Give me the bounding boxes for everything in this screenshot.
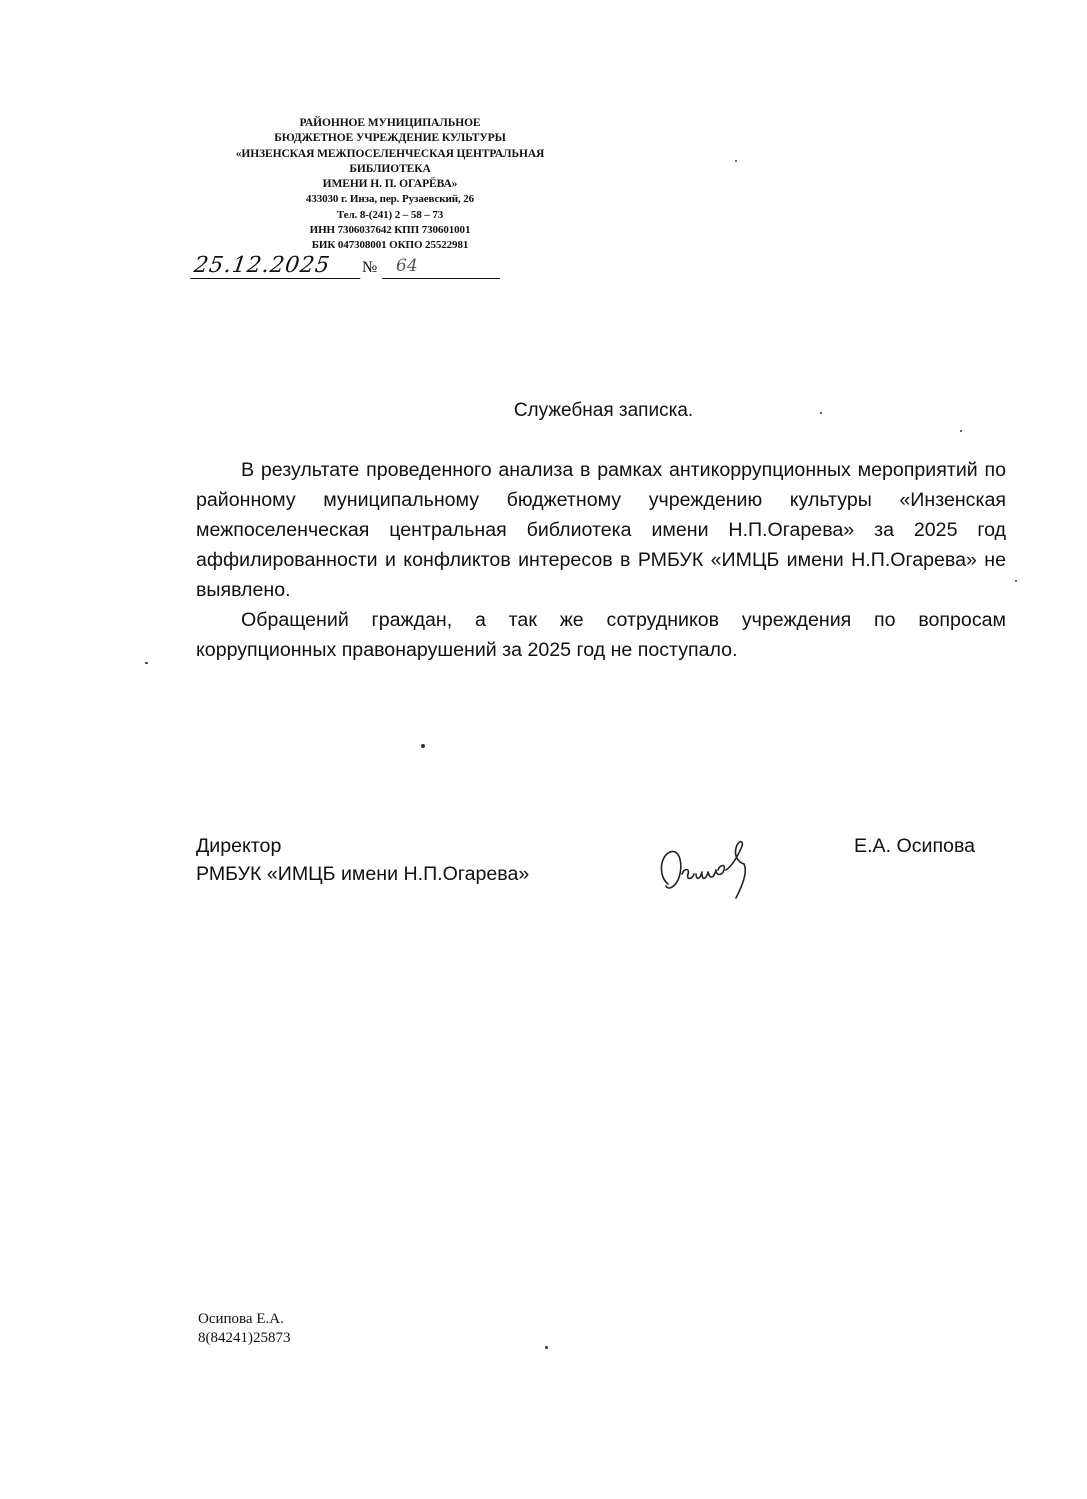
scan-speck: [1015, 580, 1017, 582]
letterhead: [190, 116, 590, 254]
executor-info: [198, 1310, 291, 1348]
signature-block: [196, 832, 1006, 902]
registration-number-label: №: [362, 259, 378, 276]
body-paragraph: Обращений граждан, а так же сотрудников учреждения по вопросам коррупционных правонарушений за 2025 год не поступало.: [196, 609, 1006, 661]
scan-speck: [960, 430, 962, 432]
letterhead-line: БЮДЖЕТНОЕ УЧРЕЖДЕНИЕ КУЛЬТУРЫ: [274, 132, 506, 145]
scan-speck: [545, 1346, 548, 1349]
letterhead-line: «ИНЗЕНСКАЯ МЕЖПОСЕЛЕНЧЕСКАЯ ЦЕНТРАЛЬНАЯ: [235, 147, 545, 160]
registration-date: 25.12.2025: [190, 254, 364, 279]
letterhead-line: БИБЛИОТЕКА: [349, 162, 431, 175]
registration-row: [192, 254, 502, 280]
handwritten-signature: [654, 836, 784, 906]
registration-number: 64: [382, 254, 500, 279]
letterhead-phone: Тел. 8-(241) 2 – 58 – 73: [336, 208, 444, 221]
letterhead-line: ИМЕНИ Н. П. ОГАРЁВА»: [322, 178, 458, 191]
executor-phone: 8(84241)25873: [198, 1330, 291, 1346]
document-title: Служебная записка.: [513, 400, 694, 421]
body-paragraph: В результате проведенного анализа в рамках антикоррупционных мероприятий по районному муниципальному бюджетному учреждению культуры «Инзенская межпоселенческая центральная библиотека имени Н.П.Огарева» за 2025 год аффилированности и конфликтов интересов в РМБУК «ИМЦБ имени Н.П.Огарева» не выявлено.: [196, 459, 1006, 601]
executor-name: Осипова Е.А.: [198, 1311, 284, 1327]
scan-speck: [820, 412, 822, 414]
document-body: [196, 455, 1006, 665]
scan-speck: [145, 662, 148, 664]
scan-speck: [735, 160, 737, 162]
scan-speck: [421, 744, 425, 748]
letterhead-inn-kpp: ИНН 7306037642 КПП 730601001: [309, 224, 471, 237]
signer-name: Е.А. Осипова: [854, 835, 976, 857]
signer-position: Директор: [196, 835, 282, 857]
letterhead-address: 433030 г. Инза, пер. Рузаевский, 26: [305, 193, 475, 206]
letterhead-line: РАЙОННОЕ МУНИЦИПАЛЬНОЕ: [299, 117, 481, 129]
signer-organization: РМБУК «ИМЦБ имени Н.П.Огарева»: [196, 863, 530, 885]
letterhead-bik-okpo: БИК 047308001 ОКПО 25522981: [311, 239, 469, 252]
